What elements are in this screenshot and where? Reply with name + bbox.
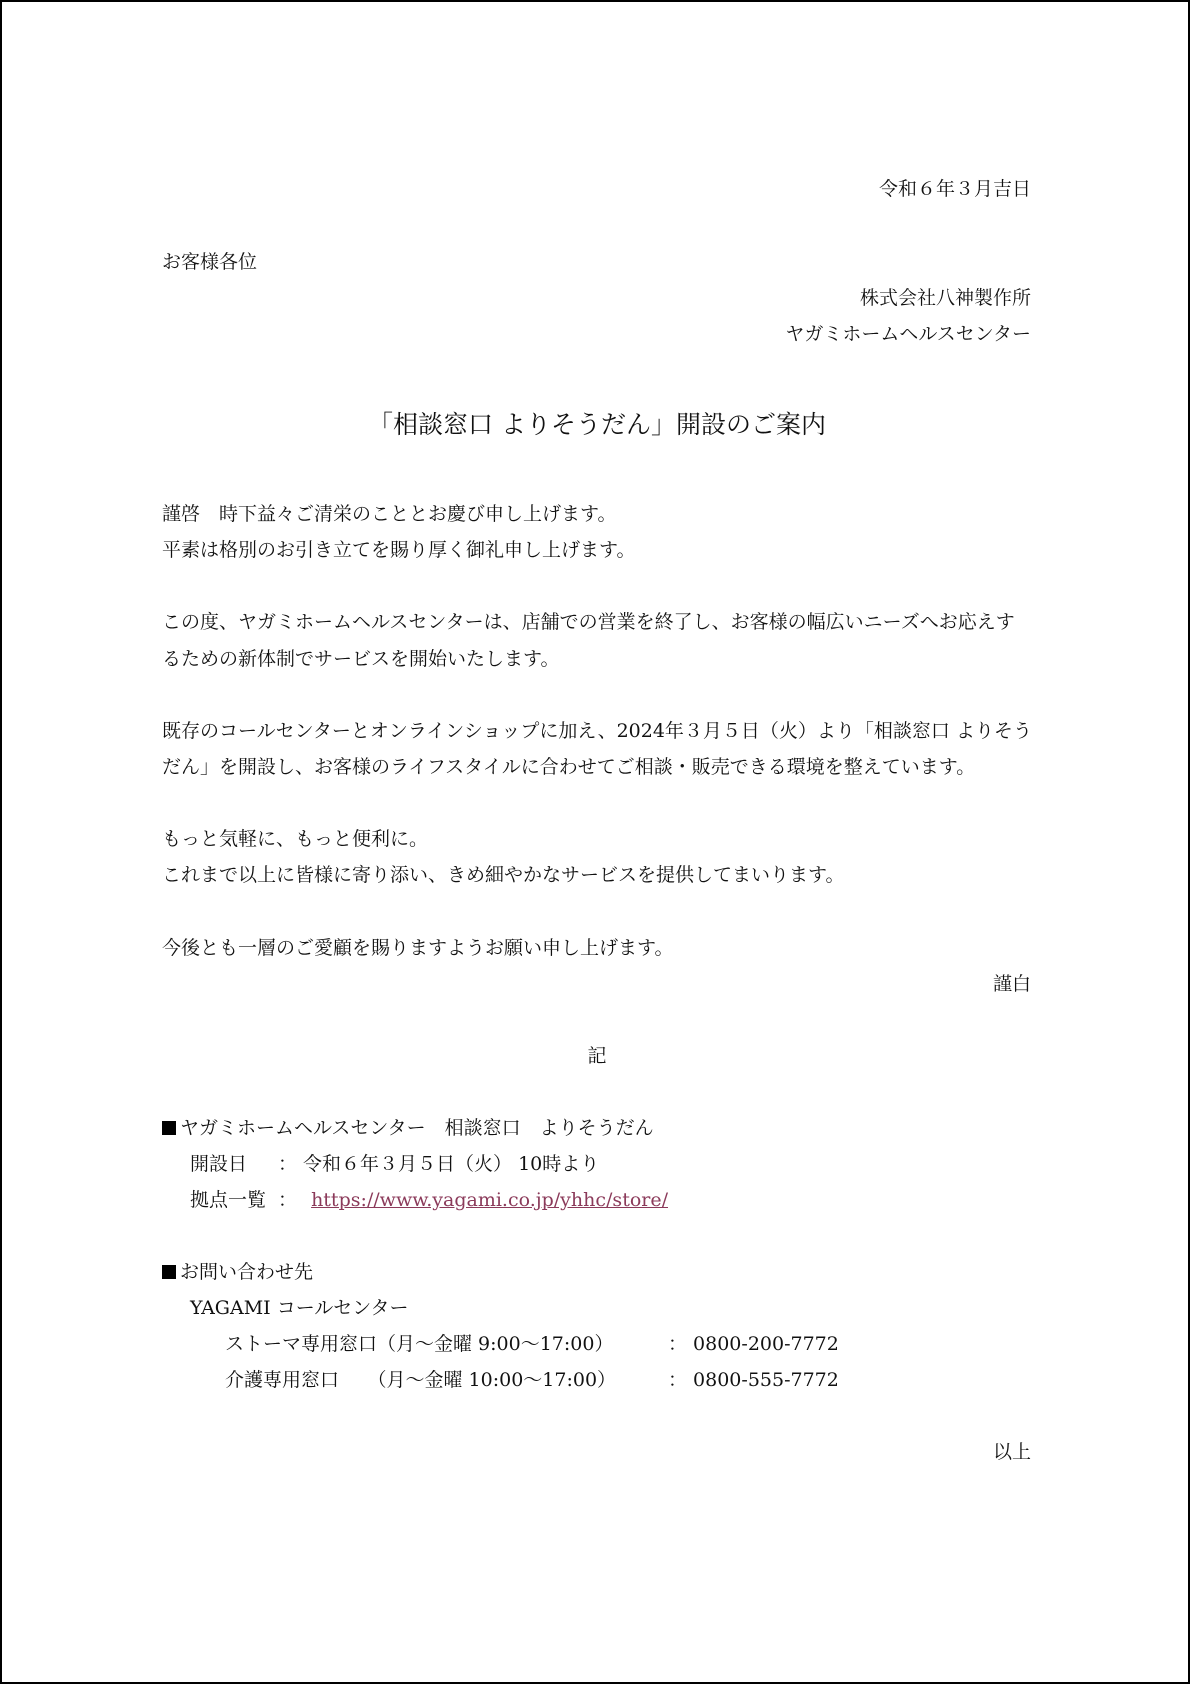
recipient: お客様各位 bbox=[162, 251, 258, 273]
closing-word: 謹白 bbox=[992, 973, 1031, 995]
greeting-line-2: 平素は格別のお引き立てを賜り厚く御礼申し上げます。 bbox=[162, 539, 636, 561]
section1-heading-text: ヤガミホームヘルスセンター 相談窓口 よりそうだん bbox=[180, 1117, 654, 1139]
stoma-contact-phone: ： 0800-200-7772 bbox=[668, 1333, 839, 1355]
section1-heading bbox=[162, 1116, 654, 1140]
black-square-icon bbox=[162, 1121, 176, 1135]
closing-sentence: 今後とも一層のご愛顧を賜りますようお願い申し上げます。 bbox=[162, 937, 674, 959]
page-title: 「相談窓口 よりそうだん」開設のご案内 bbox=[368, 410, 826, 439]
stoma-contact-line bbox=[225, 1332, 839, 1356]
paragraph2-line-2: だん」を開設し、お客様のライフスタイルに合わせてご相談・販売できる環境を整えています。 bbox=[162, 756, 976, 778]
paragraph3-line-2: これまで以上に皆様に寄り添い、きめ細やかなサービスを提供してまいります。 bbox=[162, 864, 845, 886]
care-contact-phone: ： 0800-555-7772 bbox=[668, 1369, 839, 1391]
locations-line bbox=[190, 1188, 668, 1212]
open-date-value: ： 令和６年３月５日（火） 10時より bbox=[278, 1153, 600, 1175]
locations-separator: ： bbox=[278, 1189, 298, 1211]
greeting-line-1: 謹啓 時下益々ご清栄のこととお慶び申し上げます。 bbox=[162, 503, 617, 525]
open-date-line bbox=[190, 1152, 599, 1176]
ki-heading: 記 bbox=[587, 1045, 607, 1067]
paragraph2-line-1: 既存のコールセンターとオンラインショップに加え、2024年３月５日（火）より「相談窓口 よりそう bbox=[162, 720, 1032, 742]
care-contact-label: 介護専用窓口 （月～金曜 10:00～17:00） bbox=[225, 1369, 617, 1391]
call-center-name: YAGAMI コールセンター bbox=[190, 1297, 409, 1319]
paragraph3-line-1: もっと気軽に、もっと便利に。 bbox=[162, 828, 429, 850]
section2-heading-text: お問い合わせ先 bbox=[180, 1261, 314, 1283]
date: 令和６年３月吉日 bbox=[878, 178, 1031, 200]
paragraph1-line-1: この度、ヤガミホームヘルスセンターは、店舗での営業を終了し、お客様の幅広いニーズへお応えす bbox=[162, 611, 1015, 633]
paragraph1-line-2: るための新体制でサービスを開始いたします。 bbox=[162, 648, 560, 670]
section2-heading bbox=[162, 1260, 313, 1284]
end-mark: 以上 bbox=[992, 1441, 1031, 1463]
locations-label: 拠点一覧 bbox=[190, 1189, 267, 1211]
stoma-contact-label: ストーマ専用窓口（月～金曜 9:00～17:00） bbox=[225, 1333, 614, 1355]
locations-link[interactable]: https://www.yagami.co.jp/yhhc/store/ bbox=[311, 1189, 668, 1211]
sender-department: ヤガミホームヘルスセンター bbox=[785, 323, 1031, 345]
open-date-label: 開設日 bbox=[190, 1153, 248, 1175]
black-square-icon bbox=[162, 1265, 176, 1279]
sender-company: 株式会社八神製作所 bbox=[859, 287, 1031, 309]
care-contact-line bbox=[225, 1368, 839, 1392]
